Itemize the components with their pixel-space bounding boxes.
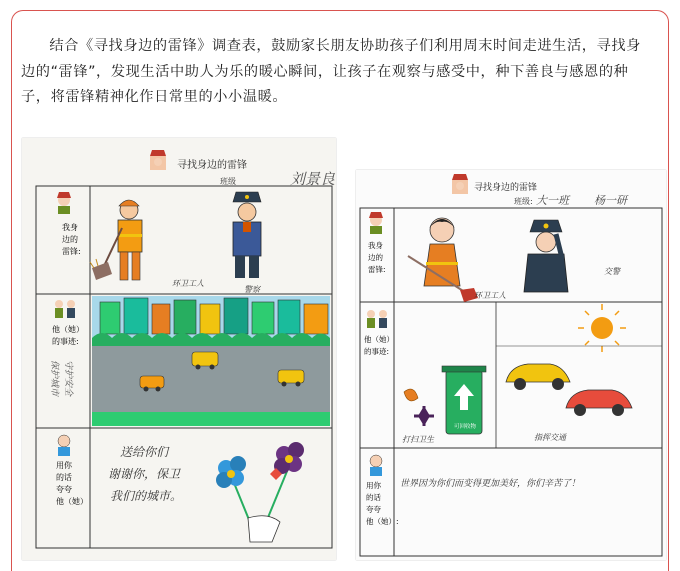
left-praise-hand-2: 谢谢你，保卫: [108, 467, 181, 481]
sanitation-worker-drawing: [90, 200, 142, 280]
left-row3-label-4: 他（她）: [56, 497, 88, 506]
right-name-hand: 杨一研: [594, 194, 627, 207]
left-row3-label-2: 的话: [56, 473, 72, 482]
left-caption-police: 警察: [244, 285, 260, 294]
left-name-hand: 刘景良: [290, 170, 336, 188]
left-caption-sanitation: 环卫工人: [172, 279, 204, 288]
flowers-drawing: [216, 442, 304, 542]
worksheet-right-drawing: [356, 170, 666, 560]
right-caption-sanitation: 环卫工人: [474, 291, 506, 300]
right-praise-hand: 世界因为你们而变得更加美好，你们辛苦了！: [400, 479, 581, 489]
trash-sign: 可回收物: [454, 424, 477, 430]
right-row2-label-1: 他（她）: [364, 335, 394, 344]
right-row3-label-1: 用你: [366, 481, 381, 490]
left-deeds-hand-2: 守护安全: [63, 360, 73, 397]
right-row1-label-2: 边的: [368, 253, 383, 262]
left-row3-label-3: 夸夸: [56, 485, 72, 494]
right-row1-label-3: 雷锋:: [368, 265, 386, 274]
left-praise-hand-1: 送给你们: [120, 445, 169, 459]
right-row3-label-3: 夸夸: [366, 505, 381, 514]
left-row2-label-1: 他（她）: [52, 325, 84, 334]
police-officer-drawing: [233, 192, 261, 278]
right-class-label: 班级:: [514, 197, 533, 206]
right-row1-label-1: 我身: [368, 241, 383, 250]
worksheet-left-drawing: [22, 138, 336, 560]
right-row3-label-2: 的话: [366, 493, 381, 502]
sanitation-worker-drawing-right: [408, 218, 478, 302]
right-row3-icon: [370, 455, 382, 476]
left-row2-icon: [55, 300, 75, 318]
left-class-label: 班级: [220, 177, 236, 186]
intro-paragraph: 结合《寻找身边的雷锋》调查表，鼓励家长朋友协助孩子们利用周末时间走进生活，寻找身边的“雷锋”，发现生活中助人为乐的暖心瞬间，让孩子在观察与感受中，种下善良与感恩的种子，将雷锋精神化作日常里的小小温暖。: [21, 38, 641, 105]
right-row3-label-4: 他（她）:: [366, 517, 399, 526]
traffic-scene-drawing: [496, 304, 662, 416]
left-deeds-hand-1: 保护城市: [49, 360, 59, 397]
left-praise-hand-3: 我们的城市。: [110, 489, 183, 503]
left-row1-label-1: 我身: [62, 223, 78, 232]
left-row3-icon: [58, 435, 70, 456]
city-street-drawing: [92, 296, 330, 426]
left-row3-label-1: 用你: [56, 461, 72, 470]
right-row2-label-2: 的事迹:: [364, 347, 390, 356]
left-sheet-title: 寻找身边的雷锋: [177, 160, 247, 171]
leifeng-header-icon-right: [452, 174, 468, 194]
right-caption-police: 交警: [604, 267, 620, 276]
traffic-police-drawing: [524, 220, 568, 292]
left-row1-label-3: 雷锋:: [62, 247, 81, 256]
left-row2-label-2: 的事迹:: [52, 337, 79, 346]
right-row1-icon: [369, 212, 383, 234]
trash-caption: 打扫卫生: [402, 435, 434, 444]
right-row2-icon: [367, 310, 387, 328]
traffic-caption: 指挥交通: [534, 433, 566, 442]
left-row1-label-2: 边的: [62, 235, 78, 244]
worksheet-right: [356, 170, 666, 560]
left-row1-icon: [57, 192, 71, 214]
right-class-hand: 大一班: [536, 194, 569, 207]
worksheet-left: [22, 138, 336, 560]
right-sheet-title: 寻找身边的雷锋: [474, 183, 538, 193]
leifeng-header-icon: [150, 150, 166, 170]
